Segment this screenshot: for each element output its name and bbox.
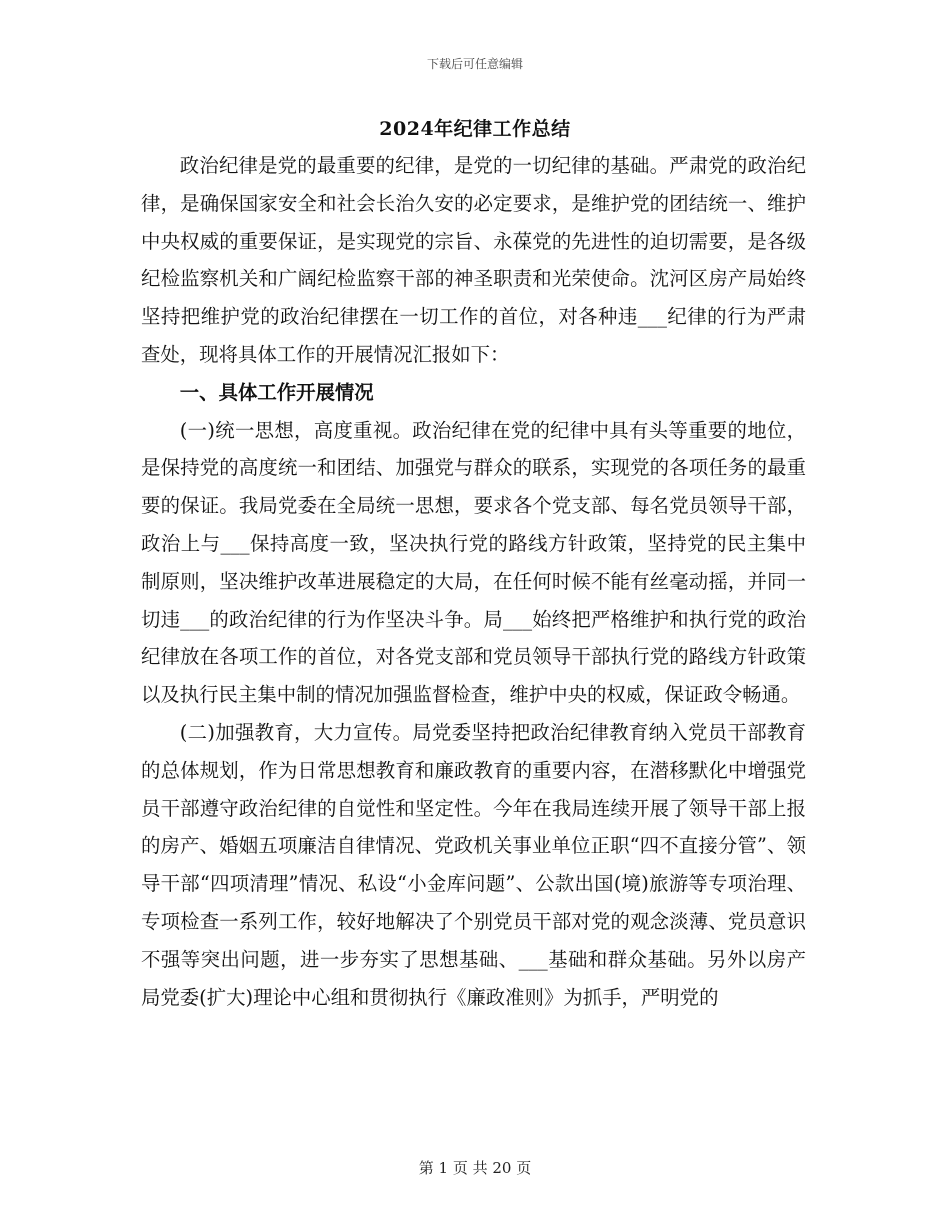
item-one-paragraph: (一)统一思想，高度重视。政治纪律在党的纪律中具有头等重要的地位，是保持党的高度统一和团结、加强党与群众的联系，实现党的各项任务的最重要的保证。我局党委在全局统一思想，要求各个党支部、每名党员领导干部，政治上与___保持高度一致，坚决执行党的路线方针政策，坚持党的民主集中制原则，坚决维护改革进展稳定的大局，在任何时候不能有丝毫动摇，并同一切违___的政治纪律的行为作坚决斗争。局___始终把严格维护和执行党的政治纪律放在各项工作的首位，对各党支部和党员领导干部执行党的路线方针政策以及执行民主集中制的情况加强监督检查，维护中央的权威，保证政令畅通。 bbox=[141, 418, 806, 707]
document-body bbox=[141, 147, 806, 1016]
item-two-paragraph: (二)加强教育，大力宣传。局党委坚持把政治纪律教育纳入党员干部教育的总体规划，作为日常思想教育和廉政教育的重要内容，在潜移默化中增强党员干部遵守政治纪律的自觉性和坚定性。今年在我局连续开展了领导干部上报的房产、婚姻五项廉洁自律情况、党政机关事业单位正职“四不直接分管”、领导干部“四项清理”情况、私设“小金库问题”、公款出国(境)旅游等专项治理、专项检查一系列工作，较好地解决了个别党员干部对党的观念淡薄、党员意识不强等突出问题，进一步夯实了思想基础、___基础和群众基础。另外以房产局党委(扩大)理论中心组和贯彻执行《廉政准则》为抓手，严明党的 bbox=[141, 720, 806, 1009]
header-note: 下载后可任意编辑 bbox=[426, 57, 523, 71]
section-heading: 一、具体工作开展情况 bbox=[179, 380, 374, 404]
document-title: 2024年纪律工作总结 bbox=[379, 118, 571, 140]
page-footer: 第 1 页 共 20 页 bbox=[418, 1159, 532, 1177]
intro-paragraph: 政治纪律是党的最重要的纪律，是党的一切纪律的基础。严肃党的政治纪律，是确保国家安全和社会长治久安的必定要求，是维护党的团结统一、维护中央权威的重要保证，是实现党的宗旨、永葆党的先进性的迫切需要，是各级纪检监察机关和广阔纪检监察干部的神圣职责和光荣使命。沈河区房产局始终坚持把维护党的政治纪律摆在一切工作的首位，对各种违___纪律的行为严肃查处，现将具体工作的开展情况汇报如下： bbox=[141, 154, 806, 366]
